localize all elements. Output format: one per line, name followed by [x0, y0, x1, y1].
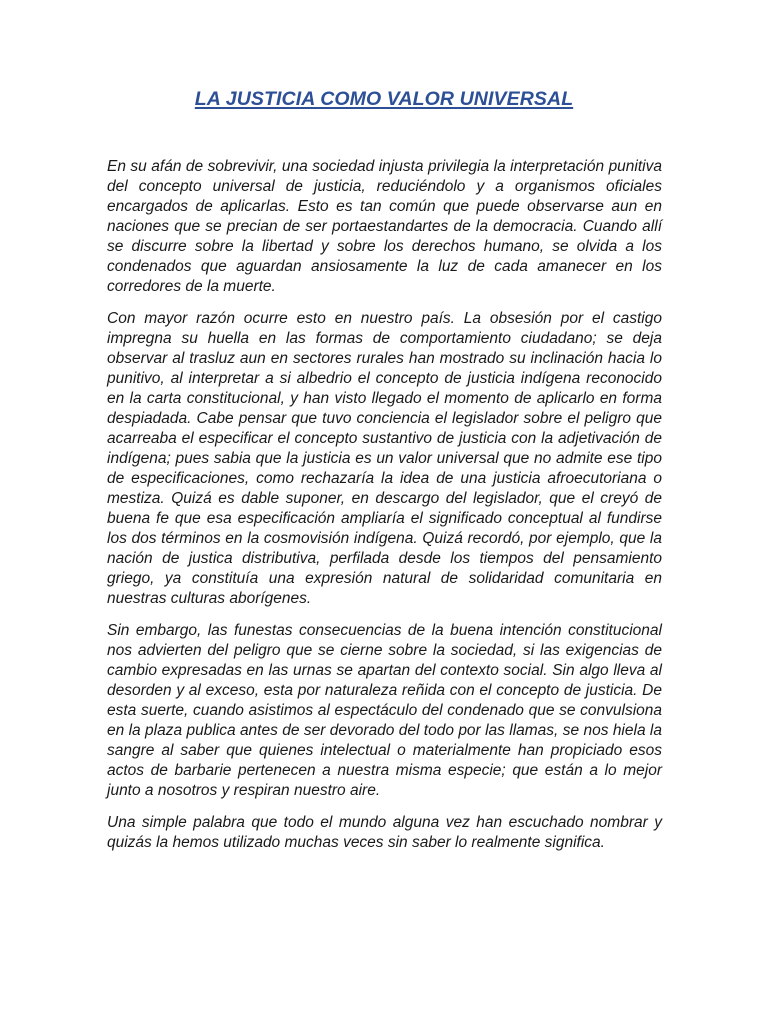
- paragraph-2: Con mayor razón ocurre esto en nuestro país. La obsesión por el castigo impregna su huella en las formas de comportamiento ciudadano; se deja observar al trasluz aun en sectores rurales han mostrado su inclinación hacia lo punitivo, al interpretar a si albedrio el concepto de justicia indígena reconocido en la carta constitucional, y han visto llegado el momento de aplicarlo en forma despiadada. Cabe pensar que tuvo conciencia el legislador sobre el peligro que acarreaba el especificar el concepto sustantivo de justicia con la adjetivación de indígena; pues sabia que la justicia es un valor universal que no admite ese tipo de especificaciones, como rechazaría la idea de una justicia afroecutoriana o mestiza. Quizá es dable suponer, en descargo del legislador, que el creyó de buena fe que esa especificación ampliaría el significado conceptual al fundirse los dos términos en la cosmovisión indígena. Quizá recordó, por ejemplo, que la nación de justica distributiva, perfilada desde los tiempos del pensamiento griego, ya constituía una expresión natural de solidaridad comunitaria en nuestras culturas aborígenes.: [107, 310, 662, 607]
- document-body: [107, 157, 662, 865]
- document-title: LA JUSTICIA COMO VALOR UNIVERSAL: [194, 88, 574, 110]
- paragraph-4: Una simple palabra que todo el mundo alguna vez han escuchado nombrar y quizás la hemos utilizado muchas veces sin saber lo realmente significa.: [107, 814, 662, 851]
- paragraph-1: En su afán de sobrevivir, una sociedad injusta privilegia la interpretación punitiva del concepto universal de justicia, reduciéndolo y a organismos oficiales encargados de aplicarlas. Esto es tan común que puede observarse aun en naciones que se precian de ser portaestandartes de la democracia. Cuando allí se discurre sobre la libertad y sobre los derechos humano, se olvida a los condenados que aguardan ansiosamente la luz de cada amanecer en los corredores de la muerte.: [107, 158, 662, 295]
- paragraph-3: Sin embargo, las funestas consecuencias de la buena intención constitucional nos advierten del peligro que se cierne sobre la sociedad, si las exigencias de cambio expresadas en las urnas se apartan del contexto social. Sin algo lleva al desorden y al exceso, esta por naturaleza reñida con el concepto de justicia. De esta suerte, cuando asistimos al espectáculo del condenado que se convulsiona en la plaza publica antes de ser devorado del todo por las llamas, se nos hiela la sangre al saber que quienes intelectual o materialmente han propiciado esos actos de barbarie pertenecen a nuestra misma especie; que están a lo mejor junto a nosotros y respiran nuestro aire.: [107, 622, 662, 799]
